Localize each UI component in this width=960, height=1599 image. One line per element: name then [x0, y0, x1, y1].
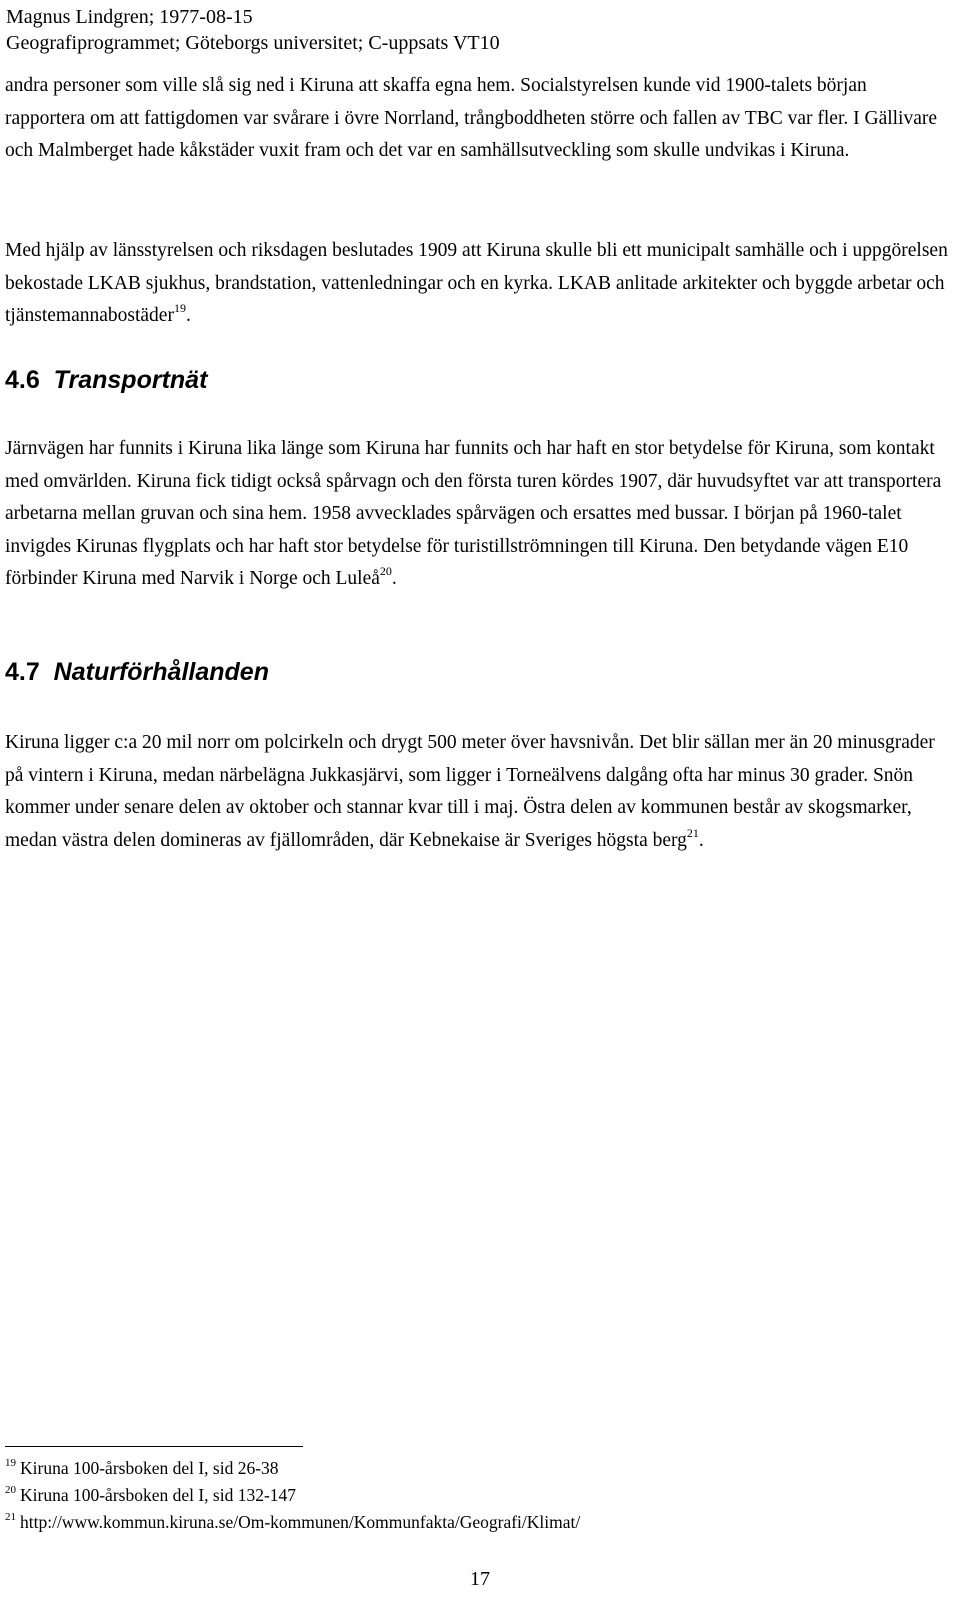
footnote-ref: 20 — [379, 564, 392, 578]
footnote-item — [5, 1482, 580, 1509]
footnote-item — [5, 1455, 580, 1482]
paragraph-transport — [5, 433, 950, 596]
footnote-number: 20 — [5, 1484, 16, 1496]
footnote-text: Kiruna 100-årsboken del I, sid 26-38 — [20, 1458, 279, 1478]
paragraph-nature — [5, 727, 950, 857]
paragraph-intro — [5, 70, 950, 168]
footnote-number: 19 — [5, 1457, 16, 1469]
paragraph-municipal — [5, 235, 950, 333]
section-title: Transportnät — [53, 366, 208, 394]
footnote-text: Kiruna 100-årsboken del I, sid 132-147 — [20, 1485, 297, 1505]
section-number: 4.7 — [5, 658, 40, 686]
footnote-ref: 19 — [173, 301, 186, 315]
page-header — [6, 4, 500, 56]
page-number: 17 — [470, 1568, 490, 1590]
paragraph-text: Kiruna ligger c:a 20 mil norr om polcirkeln och drygt 500 meter över havsnivån. Det blir sällan mer än 20 minusgrader på vintern i Kiruna, medan närbelägna Jukkasjärvi, som ligger i Torneälvens dalgång ofta har minus 30 grader. Snön kommer under senare delen av oktober och stannar kvar till i maj. Östra delen av kommunen består av skogsmarker, medan västra delen domineras av fjällområden, där Kebnekaise är Sveriges högsta berg — [5, 732, 935, 851]
header-program-line: Geografiprogrammet; Göteborgs universitet; C-uppsats VT10 — [6, 32, 500, 54]
paragraph-tail: . — [391, 568, 397, 589]
section-heading-nature — [5, 657, 269, 687]
paragraph-text: Med hjälp av länsstyrelsen och riksdagen beslutades 1909 att Kiruna skulle bli ett municipalt samhälle och i uppgörelsen bekostade LKAB sjukhus, brandstation, vattenledningar och en kyrka. LKAB anlitade arkitekter och byggde arbetar och tjänstemannabostäder — [5, 240, 948, 326]
paragraph-text: andra personer som ville slå sig ned i Kiruna att skaffa egna hem. Socialstyrelsen kunde vid 1900-talets början rapportera om att fattigdomen var svårare i övre Norrland, trångboddheten större och fallen av TBC var fler. I Gällivare och Malmberget hade kåkstäder vuxit fram och det var en samhällsutveckling som skulle undvikas i Kiruna. — [5, 75, 938, 161]
section-heading-transport — [5, 365, 207, 395]
footnote-text: http://www.kommun.kiruna.se/Om-kommunen/Kommunfakta/Geografi/Klimat/ — [20, 1512, 581, 1532]
header-author-line: Magnus Lindgren; 1977-08-15 — [6, 6, 253, 28]
footnotes — [5, 1455, 580, 1536]
footnote-ref: 21 — [686, 825, 699, 840]
footnote-item — [5, 1509, 580, 1536]
section-title: Naturförhållanden — [53, 658, 269, 686]
section-number: 4.6 — [5, 366, 40, 394]
footnote-separator — [5, 1446, 303, 1447]
paragraph-tail: . — [185, 305, 191, 326]
paragraph-tail: . — [698, 829, 704, 851]
footnote-number: 21 — [5, 1511, 16, 1523]
paragraph-text: Järnvägen har funnits i Kiruna lika länge som Kiruna har funnits och har haft en stor betydelse för Kiruna, som kontakt med omvärlden. Kiruna fick tidigt också spårvagn och den första turen kördes 1907, där huvudsyftet var att transportera arbetarna mellan gruvan och sina hem. 1958 avvecklades spårvägen och ersattes med bussar. I början på 1960-talet invigdes Kirunas flygplats och har haft stor betydelse för turistillströmningen till Kiruna. Den betydande vägen E10 förbinder Kiruna med Narvik i Norge och Luleå — [5, 438, 942, 589]
